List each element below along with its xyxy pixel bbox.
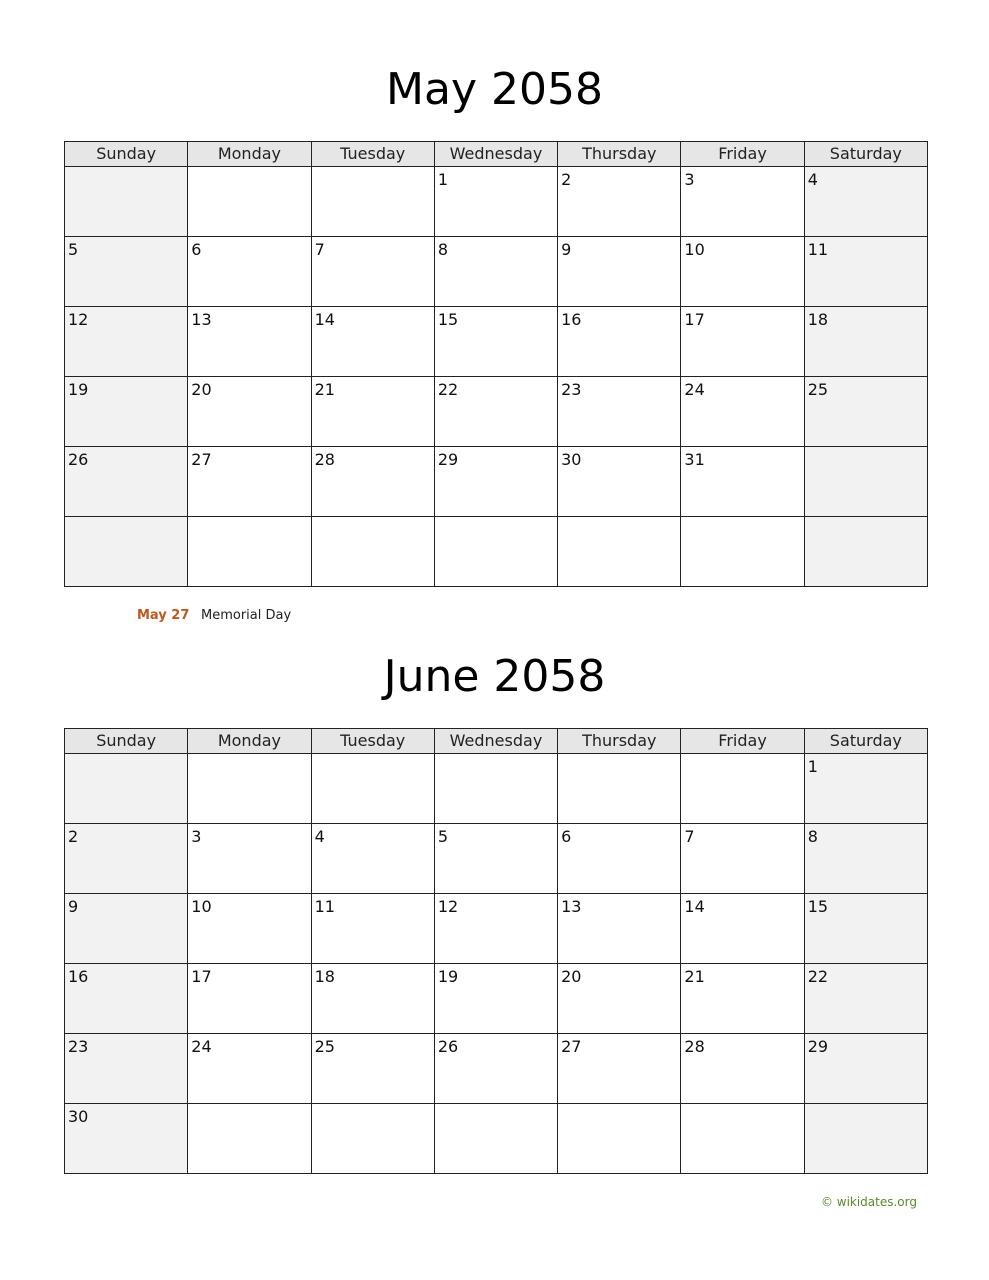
day-number: 5 bbox=[68, 240, 79, 259]
day-number: 12 bbox=[437, 897, 459, 916]
weekday-header: Tuesday bbox=[311, 729, 434, 754]
day-number: 6 bbox=[561, 827, 572, 846]
day-cell bbox=[804, 824, 927, 894]
day-cell bbox=[681, 824, 804, 894]
day-number: 7 bbox=[314, 240, 325, 259]
day-number bbox=[681, 754, 803, 757]
day-cell bbox=[65, 894, 188, 964]
day-cell bbox=[188, 964, 311, 1034]
day-cell bbox=[311, 754, 434, 824]
week-row bbox=[65, 754, 928, 824]
day-cell bbox=[434, 377, 557, 447]
day-number: 14 bbox=[684, 897, 705, 916]
day-number: 28 bbox=[684, 1037, 705, 1056]
calendar-grid-may bbox=[64, 141, 928, 587]
day-number bbox=[65, 167, 187, 170]
day-cell bbox=[434, 1034, 557, 1104]
weekday-header: Wednesday bbox=[434, 729, 557, 754]
calendar-grid-june bbox=[64, 728, 928, 1174]
day-number: 5 bbox=[437, 827, 449, 846]
day-number bbox=[188, 754, 310, 757]
day-number: 18 bbox=[314, 967, 335, 986]
day-cell bbox=[188, 447, 311, 517]
day-number: 2 bbox=[561, 170, 572, 189]
day-number: 20 bbox=[191, 380, 212, 399]
day-number: 19 bbox=[68, 380, 89, 399]
week-row bbox=[65, 377, 928, 447]
day-number: 16 bbox=[68, 967, 89, 986]
week-row bbox=[65, 307, 928, 377]
holiday-name: Memorial Day bbox=[201, 608, 292, 623]
day-number: 15 bbox=[437, 310, 459, 329]
holiday-list bbox=[137, 607, 291, 625]
day-cell bbox=[434, 754, 557, 824]
day-cell bbox=[558, 964, 681, 1034]
day-cell bbox=[188, 307, 311, 377]
day-cell bbox=[558, 447, 681, 517]
day-number: 18 bbox=[807, 310, 829, 329]
day-number bbox=[312, 754, 434, 757]
day-number: 1 bbox=[807, 757, 818, 776]
month-title-june: June 2058 bbox=[383, 651, 606, 702]
day-number: 9 bbox=[561, 240, 572, 259]
day-cell bbox=[681, 167, 804, 237]
day-cell bbox=[434, 167, 557, 237]
day-number: 11 bbox=[807, 240, 829, 259]
day-cell bbox=[65, 1104, 188, 1174]
day-number bbox=[312, 167, 434, 170]
day-number: 17 bbox=[191, 967, 212, 986]
weekday-header: Tuesday bbox=[311, 142, 434, 167]
day-number: 25 bbox=[314, 1037, 335, 1056]
day-number: 19 bbox=[437, 967, 459, 986]
day-cell bbox=[188, 1104, 311, 1174]
week-row bbox=[65, 1034, 928, 1104]
day-number bbox=[435, 1104, 557, 1107]
day-cell bbox=[804, 167, 927, 237]
day-cell bbox=[681, 964, 804, 1034]
day-number: 22 bbox=[437, 380, 459, 399]
day-number bbox=[312, 517, 434, 520]
day-number: 8 bbox=[807, 827, 818, 846]
day-cell bbox=[188, 377, 311, 447]
day-number bbox=[805, 517, 927, 520]
day-cell bbox=[558, 1104, 681, 1174]
weekday-header: Monday bbox=[188, 142, 311, 167]
day-number: 21 bbox=[684, 967, 705, 986]
day-cell bbox=[681, 754, 804, 824]
day-cell bbox=[311, 1104, 434, 1174]
day-cell bbox=[681, 1104, 804, 1174]
day-cell bbox=[311, 964, 434, 1034]
day-cell bbox=[65, 447, 188, 517]
day-number: 26 bbox=[437, 1037, 459, 1056]
day-number bbox=[681, 1104, 803, 1107]
week-row bbox=[65, 964, 928, 1034]
day-number: 15 bbox=[807, 897, 829, 916]
day-number: 24 bbox=[684, 380, 705, 399]
day-cell bbox=[558, 754, 681, 824]
day-number: 20 bbox=[561, 967, 582, 986]
weekday-header-row bbox=[65, 729, 928, 754]
holiday-date: May 27 bbox=[137, 608, 190, 623]
day-number bbox=[681, 517, 803, 520]
weekday-header: Monday bbox=[188, 729, 311, 754]
day-cell bbox=[434, 307, 557, 377]
day-number: 10 bbox=[191, 897, 212, 916]
day-cell bbox=[311, 1034, 434, 1104]
day-cell bbox=[804, 1034, 927, 1104]
day-cell bbox=[804, 517, 927, 587]
day-cell bbox=[434, 964, 557, 1034]
day-cell bbox=[681, 1034, 804, 1104]
day-number: 31 bbox=[684, 450, 705, 469]
day-number: 9 bbox=[68, 897, 79, 916]
day-cell bbox=[804, 447, 927, 517]
day-number bbox=[558, 754, 680, 757]
day-number bbox=[188, 1104, 310, 1107]
weekday-header: Friday bbox=[681, 142, 804, 167]
day-number: 27 bbox=[191, 450, 212, 469]
day-cell bbox=[65, 167, 188, 237]
day-number: 28 bbox=[314, 450, 335, 469]
week-row bbox=[65, 237, 928, 307]
day-number bbox=[805, 447, 927, 450]
day-cell bbox=[65, 307, 188, 377]
day-cell bbox=[804, 237, 927, 307]
week-row bbox=[65, 894, 928, 964]
day-cell bbox=[434, 824, 557, 894]
day-number: 23 bbox=[68, 1037, 89, 1056]
day-number: 2 bbox=[68, 827, 79, 846]
day-number: 6 bbox=[191, 240, 202, 259]
day-number bbox=[435, 754, 557, 757]
day-number: 29 bbox=[437, 450, 459, 469]
day-cell bbox=[681, 517, 804, 587]
day-cell bbox=[311, 237, 434, 307]
day-cell bbox=[65, 237, 188, 307]
day-cell bbox=[681, 307, 804, 377]
day-number bbox=[188, 517, 310, 520]
day-cell bbox=[681, 377, 804, 447]
day-cell bbox=[681, 447, 804, 517]
week-row bbox=[65, 447, 928, 517]
day-cell bbox=[65, 517, 188, 587]
day-number: 16 bbox=[561, 310, 582, 329]
day-cell bbox=[804, 754, 927, 824]
day-cell bbox=[311, 307, 434, 377]
weekday-header: Saturday bbox=[804, 142, 927, 167]
month-title-may: May 2058 bbox=[386, 64, 603, 115]
day-cell bbox=[311, 517, 434, 587]
day-number: 30 bbox=[561, 450, 582, 469]
day-cell bbox=[558, 377, 681, 447]
day-number: 4 bbox=[314, 827, 325, 846]
day-cell bbox=[558, 167, 681, 237]
day-cell bbox=[558, 237, 681, 307]
day-cell bbox=[65, 824, 188, 894]
weekday-header: Thursday bbox=[558, 729, 681, 754]
day-cell bbox=[558, 894, 681, 964]
day-number bbox=[805, 1104, 927, 1107]
day-number: 13 bbox=[191, 310, 212, 329]
day-cell bbox=[804, 377, 927, 447]
day-cell bbox=[311, 824, 434, 894]
day-number bbox=[312, 1104, 434, 1107]
day-number: 3 bbox=[684, 170, 695, 189]
day-number bbox=[65, 754, 187, 757]
day-number: 24 bbox=[191, 1037, 212, 1056]
day-number: 23 bbox=[561, 380, 582, 399]
day-cell bbox=[65, 964, 188, 1034]
day-number: 14 bbox=[314, 310, 335, 329]
day-cell bbox=[804, 307, 927, 377]
day-number bbox=[65, 517, 187, 520]
day-number: 27 bbox=[561, 1037, 582, 1056]
day-cell bbox=[434, 517, 557, 587]
day-number: 8 bbox=[437, 240, 449, 259]
weekday-header: Sunday bbox=[65, 142, 188, 167]
day-cell bbox=[558, 517, 681, 587]
day-number: 21 bbox=[314, 380, 335, 399]
day-cell bbox=[188, 167, 311, 237]
day-cell bbox=[65, 1034, 188, 1104]
day-cell bbox=[681, 237, 804, 307]
day-cell bbox=[434, 237, 557, 307]
week-row bbox=[65, 167, 928, 237]
day-number: 17 bbox=[684, 310, 705, 329]
day-cell bbox=[804, 894, 927, 964]
weekday-header: Friday bbox=[681, 729, 804, 754]
day-number: 11 bbox=[314, 897, 335, 916]
day-cell bbox=[188, 1034, 311, 1104]
day-cell bbox=[65, 754, 188, 824]
day-number: 4 bbox=[807, 170, 818, 189]
week-row bbox=[65, 517, 928, 587]
day-number: 13 bbox=[561, 897, 582, 916]
weekday-header: Saturday bbox=[804, 729, 927, 754]
day-cell bbox=[188, 517, 311, 587]
day-cell bbox=[434, 1104, 557, 1174]
day-cell bbox=[311, 377, 434, 447]
day-number: 29 bbox=[807, 1037, 829, 1056]
day-number: 30 bbox=[68, 1107, 89, 1126]
day-number bbox=[558, 1104, 680, 1107]
day-number: 25 bbox=[807, 380, 829, 399]
day-cell bbox=[434, 894, 557, 964]
day-number: 3 bbox=[191, 827, 202, 846]
day-cell bbox=[188, 894, 311, 964]
weekday-header: Wednesday bbox=[434, 142, 557, 167]
day-number: 7 bbox=[684, 827, 695, 846]
day-cell bbox=[188, 754, 311, 824]
week-row bbox=[65, 824, 928, 894]
day-cell bbox=[311, 447, 434, 517]
day-cell bbox=[804, 1104, 927, 1174]
day-number bbox=[188, 167, 310, 170]
day-cell bbox=[558, 1034, 681, 1104]
day-number: 10 bbox=[684, 240, 705, 259]
day-number bbox=[558, 517, 680, 520]
day-number: 26 bbox=[68, 450, 89, 469]
weekday-header: Sunday bbox=[65, 729, 188, 754]
day-cell bbox=[65, 377, 188, 447]
day-cell bbox=[188, 237, 311, 307]
day-cell bbox=[558, 307, 681, 377]
day-cell bbox=[681, 894, 804, 964]
day-cell bbox=[804, 964, 927, 1034]
day-number: 1 bbox=[437, 170, 449, 189]
day-cell bbox=[311, 167, 434, 237]
day-cell bbox=[434, 447, 557, 517]
weekday-header: Thursday bbox=[558, 142, 681, 167]
day-number: 12 bbox=[68, 310, 89, 329]
weekday-header-row bbox=[65, 142, 928, 167]
day-cell bbox=[311, 894, 434, 964]
week-row bbox=[65, 1104, 928, 1174]
day-cell bbox=[188, 824, 311, 894]
day-number: 22 bbox=[807, 967, 829, 986]
day-cell bbox=[558, 824, 681, 894]
day-number bbox=[435, 517, 557, 520]
footer-credit: © wikidates.org bbox=[820, 1195, 917, 1209]
